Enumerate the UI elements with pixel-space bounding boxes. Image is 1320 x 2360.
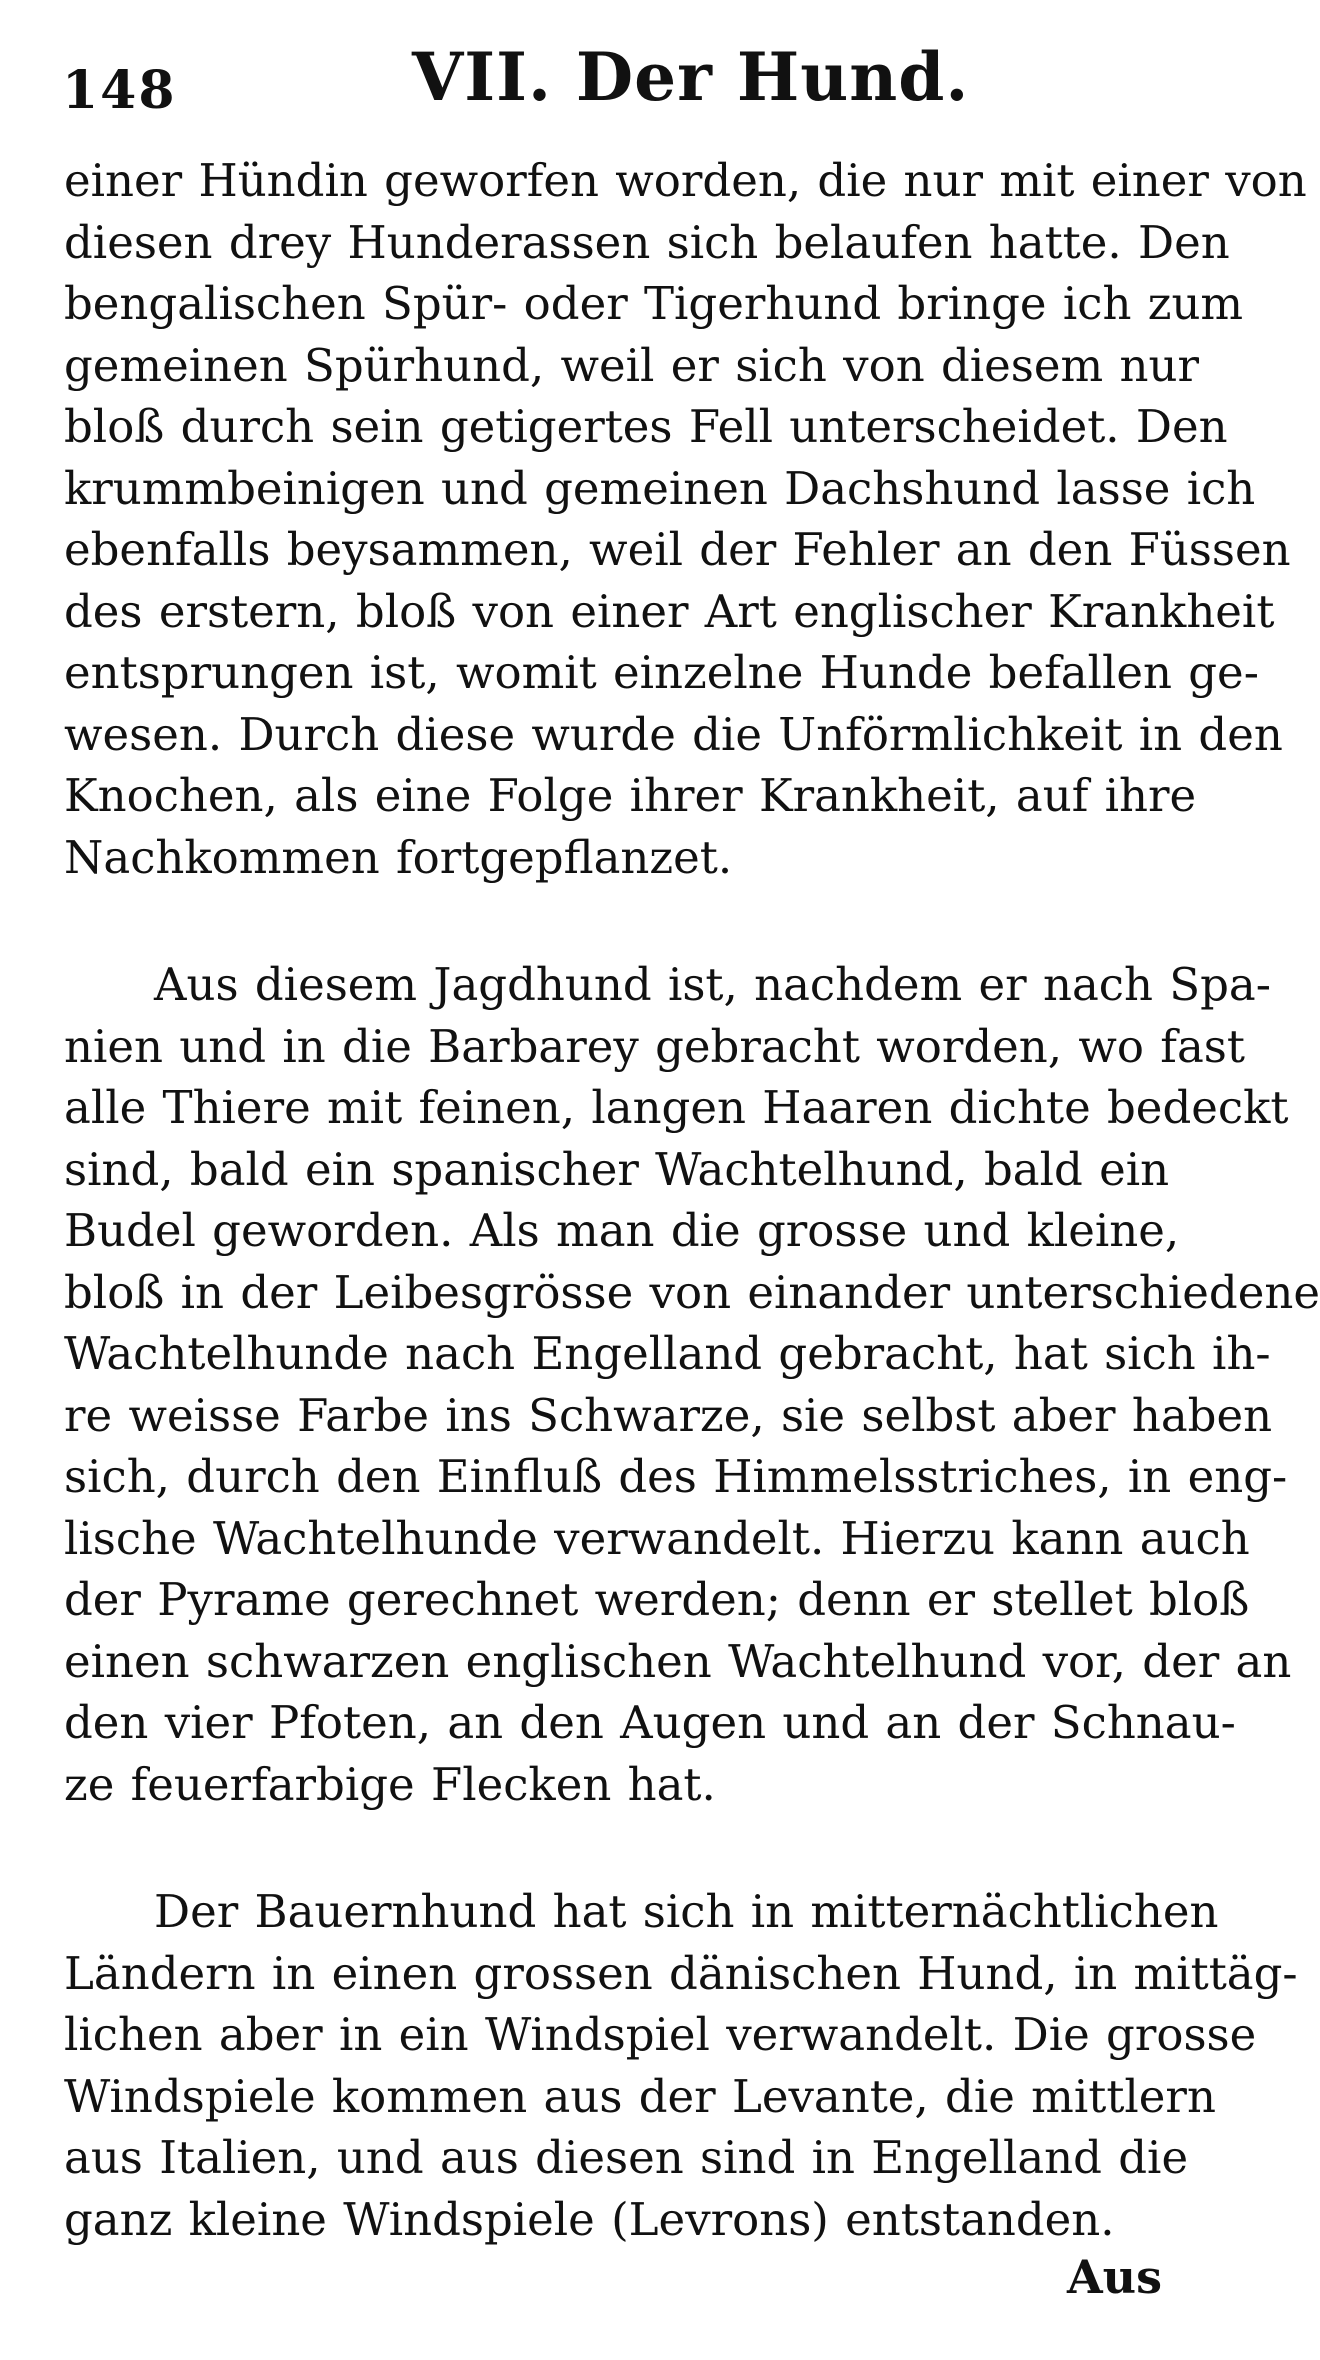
paragraph-1 (64, 150, 1307, 888)
text-line: bengalischen Spür- oder Tigerhund bringe ich zum (64, 277, 1244, 330)
text-line: Windspiele kommen aus der Levante, die mittlern (64, 2069, 1216, 2123)
text-line: alle Thiere mit feinen, langen Haaren dichte bedeckt (64, 1081, 1289, 1134)
page-number: 148 (62, 60, 177, 121)
page-header (62, 38, 1162, 128)
text-line: Nachkommen fortgepflanzet. (64, 830, 733, 884)
text-line: einen schwarzen englischen Wachtelhund vor, der an (64, 1634, 1292, 1688)
paragraph-gap (64, 1815, 1172, 1881)
text-line: lische Wachtelhunde verwandelt. Hierzu kann auch (64, 1511, 1250, 1565)
text-line: Ländern in einen grossen dänischen Hund, in mittäg- (64, 1946, 1298, 2000)
text-line: bloß in der Leibesgrösse von einander unterschiedene (64, 1265, 1320, 1319)
text-line: der Pyrame gerechnet werden; denn er stellet bloß (64, 1573, 1250, 1626)
text-line: Der Bauernhund hat sich in mitternächtlichen (154, 1885, 1219, 1938)
catchword: Aus (1066, 2250, 1162, 2304)
text-line: Knochen, als eine Folge ihrer Krankheit, auf ihre (64, 769, 1197, 822)
text-line: wesen. Durch diese wurde die Unförmlichkeit in den (64, 707, 1283, 761)
text-line: ganz kleine Windspiele (Levrons) entstanden. (64, 2192, 1115, 2246)
text-line: ebenfalls beysammen, weil der Fehler an den Füssen (64, 523, 1291, 576)
text-line: den vier Pfoten, an den Augen und an der Schnau- (64, 1696, 1236, 1749)
text-line: entsprungen ist, womit einzelne Hunde befallen ge- (64, 646, 1259, 699)
paragraph-3 (64, 1881, 1298, 2250)
text-line: Wachtelhunde nach Engelland gebracht, hat sich ih- (64, 1327, 1271, 1380)
text-line: Aus diesem Jagdhund ist, nachdem er nach Spa- (154, 958, 1271, 1011)
text-line: ze feuerfarbige Flecken hat. (64, 1757, 716, 1811)
text-line: des erstern, bloß von einer Art englischer Krankheit (64, 584, 1275, 638)
paragraph-gap (64, 888, 1172, 954)
text-line: re weisse Farbe ins Schwarze, sie selbst aber haben (64, 1388, 1273, 1442)
text-line: einer Hündin geworfen worden, die nur mit einer von (64, 154, 1307, 207)
text-line: lichen aber in ein Windspiel verwandelt. Die grosse (64, 2008, 1257, 2061)
text-line: aus Italien, und aus diesen sind in Engelland die (64, 2131, 1189, 2184)
text-line: diesen drey Hunderassen sich belaufen hatte. Den (64, 215, 1230, 269)
text-line: Budel geworden. Als man die grosse und kleine, (64, 1204, 1180, 1257)
text-line: sich, durch den Einfluß des Himmelsstriches, in eng- (64, 1450, 1288, 1503)
text-line: gemeinen Spürhund, weil er sich von diesem nur (64, 338, 1199, 392)
text-line: nien und in die Barbarey gebracht worden, wo fast (64, 1019, 1245, 1073)
text-line: krummbeinigen und gemeinen Dachshund lasse ich (64, 461, 1256, 515)
body-text (64, 150, 1320, 2250)
text-line: bloß durch sein getigertes Fell unterscheidet. Den (64, 400, 1228, 453)
text-line: sind, bald ein spanischer Wachtelhund, bald ein (64, 1142, 1170, 1196)
running-head: VII. Der Hund. (412, 38, 970, 116)
paragraph-2 (64, 954, 1320, 1815)
